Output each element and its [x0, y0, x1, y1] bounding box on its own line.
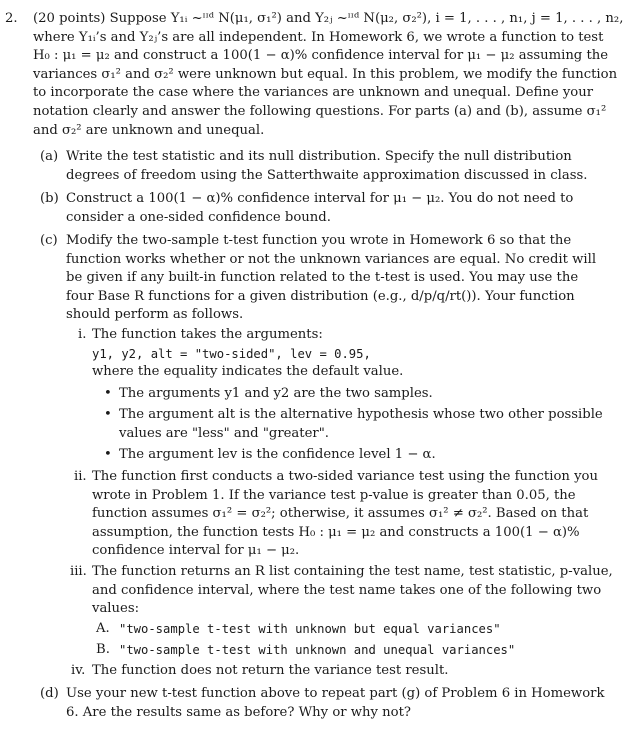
part-b-label: (b) [40, 191, 59, 206]
problem-line: (20 points) Suppose Y₁ᵢ ~ᶦᶦᵈ N(μ₁, σ₁²) and Y₂ⱼ ~ᶦᶦᵈ N(μ₂, σ₂²), i = 1, . . . , n₁, j = 1, . . . , n₂, [33, 11, 624, 26]
problem-line: notation clearly and answer the following questions. For parts (a) and (b), assume σ₁² [33, 103, 607, 119]
problem-line: and σ₂² are unknown and unequal. [33, 122, 265, 138]
item-ii-line: confidence interval for μ₁ − μ₂. [92, 543, 300, 559]
item-ii-text [92, 468, 632, 561]
item-ii-label: ii. [74, 469, 87, 484]
part-c-line: should perform as follows. [66, 307, 244, 323]
part-b-line: consider a one-sided confidence bound. [66, 209, 331, 225]
part-a-line: degrees of freedom using the Satterthwaite approximation discussed in class. [66, 167, 588, 183]
part-d-line: Use your new t-test function above to repeat part (g) of Problem 6 in Homework [66, 686, 605, 701]
part-c-label: (c) [40, 233, 58, 248]
problem-line: where Y₁ᵢ’s and Y₂ⱼ’s are all independent. In Homework 6, we wrote a function to test [33, 29, 604, 45]
part-b-text [66, 190, 631, 227]
item-ii-line: The function first conducts a two-sided variance test using the function you [92, 469, 598, 484]
item-i-line: where the equality indicates the default value. [92, 364, 404, 380]
item-i-label: i. [78, 327, 87, 342]
item-iii-text [92, 563, 632, 619]
problem-number: 2. [5, 11, 18, 26]
problem-line: H₀ : μ₁ = μ₂ and construct a 100(1 − α)% confidence interval for μ₁ − μ₂ assuming the [33, 48, 609, 64]
part-d-label: (d) [40, 686, 59, 701]
item-i-line: The function takes the arguments: [92, 327, 323, 342]
bullet-marker: • [104, 447, 112, 462]
item-i-text [92, 326, 632, 382]
part-c-line: function works whether or not the unknown variances are equal. No credit will [66, 251, 597, 267]
part-c-text [66, 232, 631, 325]
part-d-text [66, 685, 631, 722]
bullet-line: values are "less" and "greater". [119, 425, 329, 441]
part-c-line: Modify the two-sample t-test function you wrote in Homework 6 so that the [66, 233, 572, 248]
part-a-text [66, 148, 631, 185]
problem-line: to incorporate the case where the variances are unknown and unequal. Define your [33, 85, 594, 101]
option-b-label: B. [96, 642, 110, 657]
item-ii-line: function assumes σ₁² = σ₂²; otherwise, it assumes σ₁² ≠ σ₂². Based on that [92, 506, 589, 522]
bullet-text: The arguments y1 and y2 are the two samples. [119, 386, 433, 401]
option-a-label: A. [96, 621, 110, 636]
item-iv-label: iv. [71, 663, 86, 678]
part-d-line: 6. Are the results same as before? Why or why not? [66, 704, 411, 720]
item-i-code: y1, y2, alt = "two-sided", lev = 0.95, [92, 346, 371, 361]
item-iii-line: values: [92, 601, 140, 617]
option-a-code: "two-sample t-test with unknown but equal variances" [119, 622, 501, 636]
item-iv-text: The function does not return the variance test result. [92, 663, 449, 678]
bullet-line: The argument alt is the alternative hypothesis whose two other possible [119, 407, 603, 422]
part-a-line: Write the test statistic and its null distribution. Specify the null distribution [66, 149, 572, 164]
item-ii-line: wrote in Problem 1. If the variance test p-value is greater than 0.05, the [92, 487, 576, 503]
part-a-label: (a) [40, 149, 59, 164]
part-c-line: be given if any built-in function related to the t-test is used. You may use the [66, 270, 579, 286]
bullet-text: The argument lev is the confidence level 1 − α. [119, 447, 436, 462]
bullet-text [119, 406, 631, 443]
bullet-marker: • [104, 407, 112, 422]
option-b-code: "two-sample t-test with unknown and unequal variances" [119, 643, 516, 657]
item-ii-line: assumption, the function tests H₀ : μ₁ = μ₂ and constructs a 100(1 − α)% [92, 524, 580, 540]
bullet-marker: • [104, 386, 112, 401]
problem-statement [33, 10, 631, 140]
part-c-line: four Base R functions for a given distribution (e.g., d/p/q/rt()). Your function [66, 288, 575, 304]
part-b-line: Construct a 100(1 − α)% confidence interval for μ₁ − μ₂. You do not need to [66, 191, 574, 206]
problem-line: variances σ₁² and σ₂² were unknown but equal. In this problem, we modify the function [33, 66, 618, 82]
item-iii-line: and confidence interval, where the test name takes one of the following two [92, 582, 602, 598]
item-iii-label: iii. [70, 564, 87, 579]
item-iii-line: The function returns an R list containing the test name, test statistic, p-value, [92, 564, 613, 579]
